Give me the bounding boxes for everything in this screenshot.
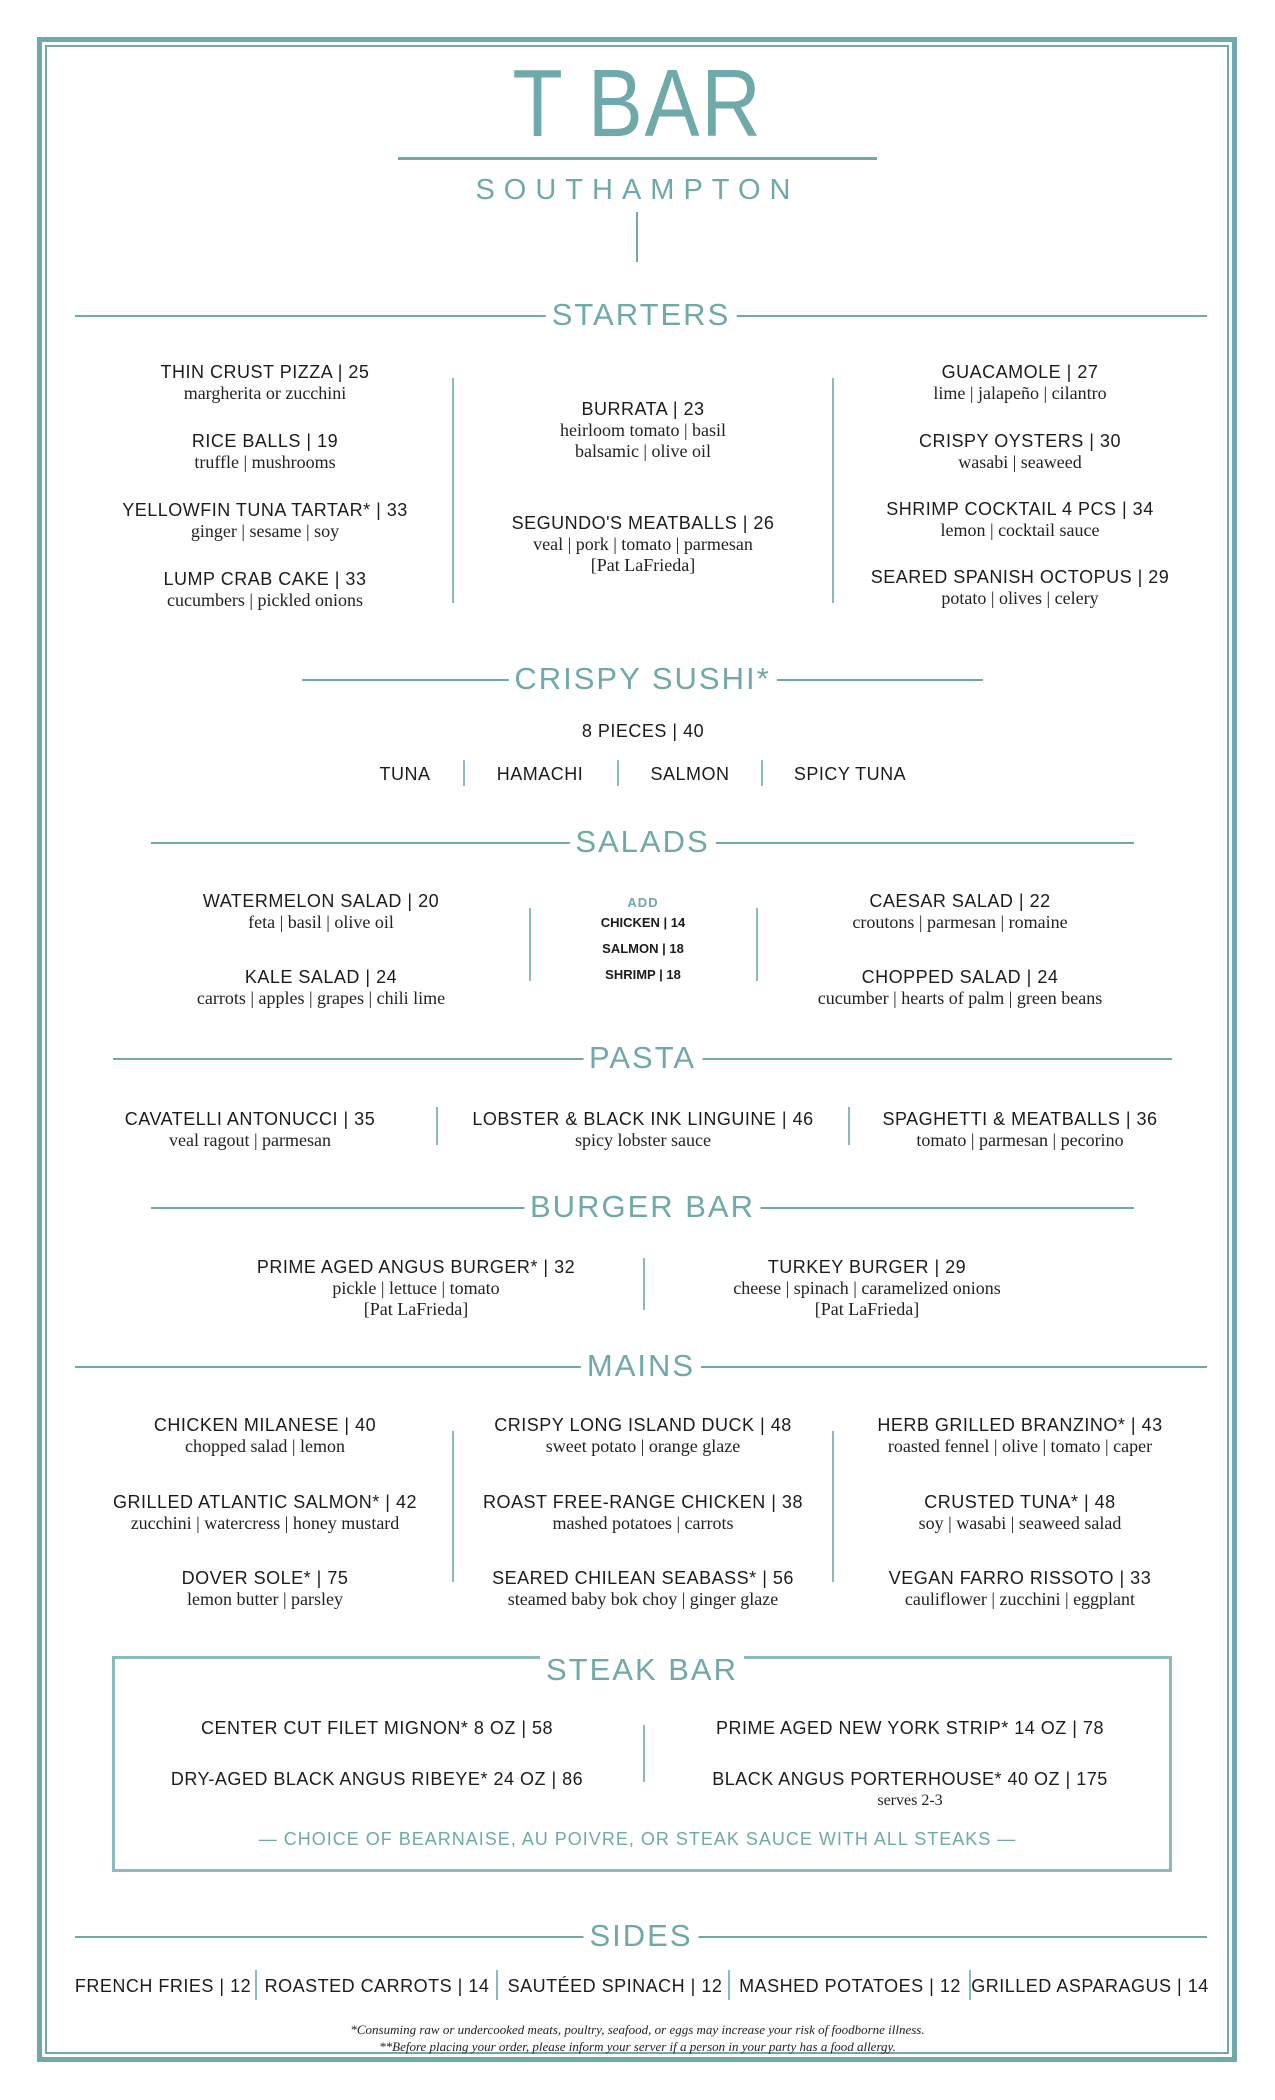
menu-item — [161, 361, 370, 404]
sushi-price: 8 PIECES | 40 — [581, 721, 705, 741]
menu-item — [113, 1491, 417, 1534]
item-description: tomato | parmesan | pecorino — [916, 1130, 1124, 1150]
section-header-burger-bar — [151, 1190, 1134, 1224]
menu-item — [889, 1567, 1151, 1610]
item-name: KALE SALAD | 24 — [244, 967, 398, 987]
item-description: pickle | lettuce | tomato — [332, 1278, 500, 1298]
item-description: zucchini | watercress | honey mustard — [130, 1513, 400, 1533]
side-item: FRENCH FRIES | 12 — [74, 1976, 252, 1996]
restaurant-location: SOUTHAMPTON — [475, 174, 800, 206]
item-name: CHOPPED SALAD | 24 — [861, 967, 1059, 987]
item-name: CAVATELLI ANTONUCCI | 35 — [124, 1109, 376, 1129]
sushi-option: HAMACHI — [496, 764, 584, 784]
item-description: croutons | parmesan | romaine — [852, 912, 1068, 932]
item-name: SEARED SPANISH OCTOPUS | 29 — [870, 567, 1170, 587]
section-title: CRISPY SUSHI* — [508, 662, 776, 696]
item-note: serves 2-3 — [877, 1792, 943, 1809]
section-title: BURGER BAR — [524, 1190, 761, 1224]
item-description: wasabi | seaweed — [958, 452, 1082, 472]
foodborne-illness-disclaimer: *Consuming raw or undercooked meats, poultry, seafood, or eggs may increase your risk of foodborne illness. — [350, 2022, 925, 2037]
side-divider — [255, 1970, 257, 2000]
menu-item — [125, 1108, 375, 1151]
item-description: roasted fennel | olive | tomato | caper — [887, 1436, 1153, 1456]
allergy-disclaimer: **Before placing your order, please inform your server if a person in your party has a food allergy. — [379, 2039, 896, 2054]
side-item: GRILLED ASPARAGUS | 14 — [971, 1976, 1209, 1996]
item-name: RICE BALLS | 19 — [191, 431, 339, 451]
item-description: veal ragout | parmesan — [168, 1130, 332, 1150]
item-name: SHRIMP COCKTAIL 4 PCS | 34 — [886, 499, 1154, 519]
column-divider — [643, 1258, 645, 1310]
item-name: PRIME AGED ANGUS BURGER* | 32 — [256, 1257, 576, 1277]
menu-item — [919, 1491, 1122, 1534]
steak-sauce-note: — CHOICE OF BEARNAISE, AU POIVRE, OR STEAK SAUCE WITH ALL STEAKS — — [258, 1829, 1017, 1849]
option-divider — [761, 760, 763, 786]
menu-item — [203, 890, 439, 933]
item-name: GRILLED ATLANTIC SALMON* | 42 — [113, 1492, 417, 1512]
menu-item — [852, 890, 1067, 933]
menu-item — [818, 966, 1103, 1009]
item-name: SEGUNDO'S MEATBALLS | 26 — [511, 513, 775, 533]
column-divider — [452, 378, 454, 603]
item-description: sweet potato | orange glaze — [545, 1436, 741, 1456]
item-name: LUMP CRAB CAKE | 33 — [163, 569, 367, 589]
menu-item — [733, 1256, 1001, 1320]
item-description: cucumbers | pickled onions — [166, 590, 364, 610]
item-name: BURRATA | 23 — [581, 399, 705, 419]
column-divider — [643, 1725, 645, 1782]
item-description: balsamic | olive oil — [574, 441, 712, 461]
item-description: carrots | apples | grapes | chili lime — [196, 988, 446, 1008]
title-divider — [398, 157, 877, 160]
item-description: [Pat LaFrieda] — [590, 555, 696, 575]
item-description: steamed baby bok choy | ginger glaze — [507, 1589, 779, 1609]
item-description: [Pat LaFrieda] — [814, 1299, 920, 1319]
side-item: MASHED POTATOES | 12 — [739, 1976, 961, 1996]
section-title: STEAK BAR — [540, 1653, 744, 1687]
section-header-salads — [151, 825, 1134, 859]
item-description: cheese | spinach | caramelized onions — [733, 1278, 1001, 1298]
menu-item — [882, 1108, 1157, 1151]
item-description: potato | olives | celery — [941, 588, 1099, 608]
item-description: lime | jalapeño | cilantro — [933, 383, 1107, 403]
sushi-option: SALMON — [650, 764, 730, 784]
item-description: ginger | sesame | soy — [190, 521, 340, 541]
item-description: soy | wasabi | seaweed salad — [918, 1513, 1122, 1533]
item-description: spicy lobster sauce — [575, 1130, 711, 1150]
item-name: TURKEY BURGER | 29 — [767, 1257, 967, 1277]
menu-item — [154, 1414, 376, 1457]
item-name: HERB GRILLED BRANZINO* | 43 — [877, 1415, 1163, 1435]
column-divider — [832, 1431, 834, 1582]
menu-item — [919, 430, 1121, 473]
option-divider — [463, 760, 465, 786]
item-name: LOBSTER & BLACK INK LINGUINE | 46 — [472, 1109, 814, 1129]
item-name: VEGAN FARRO RISSOTO | 33 — [888, 1568, 1152, 1588]
menu-item — [560, 398, 726, 462]
add-on-item: SHRIMP | 18 — [605, 967, 681, 982]
side-item: ROASTED CARROTS | 14 — [264, 1976, 490, 1996]
salad-add-ons — [601, 895, 686, 988]
menu-item — [483, 1491, 803, 1534]
section-title: SALADS — [569, 825, 715, 859]
item-name: WATERMELON SALAD | 20 — [202, 891, 440, 911]
item-name: ROAST FREE-RANGE CHICKEN | 38 — [483, 1492, 803, 1512]
add-label: ADD — [627, 895, 659, 910]
side-divider — [496, 1970, 498, 2000]
item-name: CRISPY LONG ISLAND DUCK | 48 — [494, 1415, 792, 1435]
item-name: DOVER SOLE* | 75 — [181, 1568, 349, 1588]
column-divider — [756, 908, 758, 981]
section-title: SIDES — [583, 1919, 698, 1953]
menu-item — [886, 498, 1153, 541]
steak-item: CENTER CUT FILET MIGNON* 8 OZ | 58 — [200, 1718, 554, 1738]
section-header-sides — [75, 1919, 1207, 1953]
section-header-starters — [75, 298, 1207, 332]
section-header-mains — [75, 1349, 1207, 1383]
menu-item — [472, 1108, 813, 1151]
steak-item: PRIME AGED NEW YORK STRIP* 14 OZ | 78 — [716, 1718, 1104, 1738]
item-description: mashed potatoes | carrots — [552, 1513, 734, 1533]
item-description: lemon | cocktail sauce — [940, 520, 1100, 540]
add-on-item: CHICKEN | 14 — [600, 915, 686, 930]
section-title: PASTA — [583, 1041, 702, 1075]
column-divider — [452, 1431, 454, 1582]
item-name: SEARED CHILEAN SEABASS* | 56 — [492, 1568, 794, 1588]
menu-item — [192, 430, 338, 473]
menu-item — [164, 568, 367, 611]
item-description: chopped salad | lemon — [184, 1436, 346, 1456]
menu-item — [871, 566, 1170, 609]
section-title: STARTERS — [546, 298, 737, 332]
menu-item — [197, 966, 445, 1009]
steak-item: DRY-AGED BLACK ANGUS RIBEYE* 24 OZ | 86 — [170, 1769, 584, 1789]
section-header-steak-bar — [112, 1653, 1172, 1687]
item-description: [Pat LaFrieda] — [363, 1299, 469, 1319]
sushi-option: SPICY TUNA — [793, 764, 907, 784]
item-description: lemon butter | parsley — [186, 1589, 344, 1609]
item-name: CRISPY OYSTERS | 30 — [919, 431, 1121, 451]
section-header-pasta — [113, 1041, 1172, 1075]
add-on-item: SALMON | 18 — [602, 941, 684, 956]
column-divider — [529, 908, 531, 981]
item-description: veal | pork | tomato | parmesan — [533, 534, 753, 554]
steak-item — [712, 1768, 1107, 1811]
item-description: margherita or zucchini — [183, 383, 347, 403]
menu-item — [494, 1414, 791, 1457]
item-description: truffle | mushrooms — [194, 452, 336, 472]
menu-item — [492, 1567, 794, 1610]
column-divider — [832, 378, 834, 603]
item-description: feta | basil | olive oil — [248, 912, 394, 932]
menu-item — [182, 1567, 349, 1610]
menu-item — [257, 1256, 575, 1320]
item-name: YELLOWFIN TUNA TARTAR* | 33 — [122, 500, 408, 520]
item-name: BLACK ANGUS PORTERHOUSE* 40 OZ | 175 — [712, 1769, 1108, 1789]
item-name: GUACAMOLE | 27 — [941, 362, 1099, 382]
item-name: CRUSTED TUNA* | 48 — [924, 1492, 1116, 1512]
side-item: SAUTÉED SPINACH | 12 — [507, 1976, 723, 1996]
item-name: CAESAR SALAD | 22 — [869, 891, 1051, 911]
item-description: heirloom tomato | basil — [559, 420, 727, 440]
item-name: THIN CRUST PIZZA | 25 — [160, 362, 370, 382]
restaurant-title: T BAR — [512, 50, 763, 157]
sushi-option: TUNA — [379, 764, 431, 784]
column-divider — [436, 1107, 438, 1145]
section-title: MAINS — [581, 1349, 701, 1383]
column-divider — [848, 1107, 850, 1145]
menu-item — [122, 499, 408, 542]
header-vertical-divider — [636, 212, 638, 262]
item-name: SPAGHETTI & MEATBALLS | 36 — [882, 1109, 1158, 1129]
menu-item — [877, 1414, 1162, 1457]
menu-item — [933, 361, 1106, 404]
section-header-crispy-sushi — [302, 662, 983, 696]
item-name: CHICKEN MILANESE | 40 — [153, 1415, 377, 1435]
side-divider — [728, 1970, 730, 2000]
menu-item — [512, 512, 775, 576]
option-divider — [617, 760, 619, 786]
item-description: cucumber | hearts of palm | green beans — [817, 988, 1103, 1008]
item-description: cauliflower | zucchini | eggplant — [904, 1589, 1136, 1609]
